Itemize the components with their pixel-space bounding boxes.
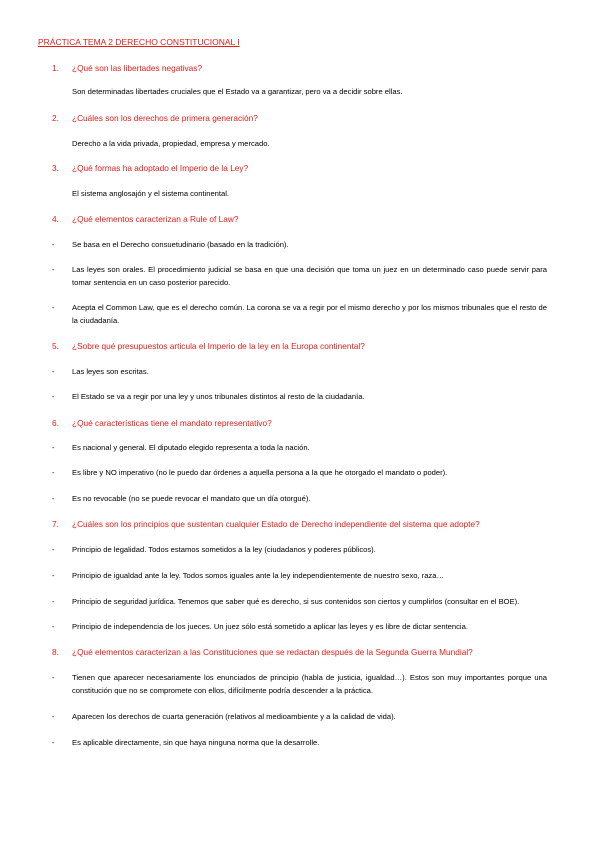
bullet-4-3: - Acepta el Common Law, que es el derecho común. La corona se va a regir por el mismo derecho y por los mismos tribunales que el resto de la ciudadanía. xyxy=(52,302,547,327)
bullet-text: Es aplicable directamente, sin que haya ninguna norma que la desarrolle. xyxy=(72,738,320,747)
question-3 xyxy=(52,163,248,173)
question-5 xyxy=(52,341,365,351)
bullet-4-1: - Se basa en el Derecho consuetudinario (basado en la tradición). xyxy=(52,239,547,252)
bullet-text: Tienen que aparecer necesariamente los enunciados de principio (habla de justicia, igualdad…). Estos son muy importantes porque una constitución que no se compromete con ellos, difícilmente podría descender a la práctica. xyxy=(72,673,547,695)
bullet-7-2: - Principio de igualdad ante la ley. Todos somos iguales ante la ley independientemente de nuestro sexo, raza… xyxy=(52,570,547,583)
bullet-text: Aparecen los derechos de cuarta generación (relativos al medioambiente y a la calidad de vida). xyxy=(72,712,396,721)
question-8 xyxy=(52,647,473,657)
question-7 xyxy=(52,519,480,529)
question-number: 3. xyxy=(52,163,59,173)
bullet-7-1: - Principio de legalidad. Todos estamos sometidos a la ley (ciudadanos y poderes públicos). xyxy=(52,544,547,557)
question-text: ¿Qué son las libertades negativas? xyxy=(72,63,203,73)
bullet-7-4: - Principio de independencia de los jueces. Un juez sólo está sometido a aplicar las leyes y es libre de dictar sentencia. xyxy=(52,621,547,634)
question-number: 7. xyxy=(52,519,59,529)
question-text: ¿Cuáles son los derechos de primera generación? xyxy=(72,113,258,123)
answer-3: El sistema anglosajón y el sistema continental. xyxy=(72,189,230,198)
question-number: 5. xyxy=(52,341,59,351)
question-number: 4. xyxy=(52,214,59,224)
question-number: 8. xyxy=(52,647,59,657)
bullet-text: Las leyes son orales. El procedimiento judicial se basa en que una decisión que toma un juez en un determinado caso puede servir para tomar sentencia en un caso posterior parecido. xyxy=(72,265,547,287)
bullet-text: Es libre y NO imperativo (no le puedo dar órdenes a aquella persona a la que he otorgado el mandato o poder). xyxy=(72,468,448,477)
bullet-6-3: - Es no revocable (no se puede revocar el mandato que un día otorgué). xyxy=(52,493,547,506)
question-text: ¿Cuáles son los principios que sustentan cualquier Estado de Derecho independiente del sistema que adopte? xyxy=(72,519,480,529)
bullet-8-1: - Tienen que aparecer necesariamente los enunciados de principio (habla de justicia, igualdad…). Estos son muy importantes porque una constitución que no se compromete con ellos, difícilmente podría descender a la práctica. xyxy=(52,672,547,697)
bullet-4-2: - Las leyes son orales. El procedimiento judicial se basa en que una decisión que toma un juez en un determinado caso puede servir para tomar sentencia en un caso posterior parecido. xyxy=(52,264,547,289)
bullet-text: Es no revocable (no se puede revocar el mandato que un día otorgué). xyxy=(72,494,311,503)
bullet-text: Principio de seguridad jurídica. Tenemos que saber qué es derecho, si sus contenidos son ciertos y cumplirlos (consultar en el BOE). xyxy=(72,597,520,606)
bullet-6-2: - Es libre y NO imperativo (no le puedo dar órdenes a aquella persona a la que he otorgado el mandato o poder). xyxy=(52,467,547,480)
bullet-6-1: - Es nacional y general. El diputado elegido representa a toda la nación. xyxy=(52,442,547,455)
question-6 xyxy=(52,418,272,428)
question-text: ¿Qué formas ha adoptado el Imperio de la Ley? xyxy=(72,163,249,173)
bullet-text: El Estado se va a regir por una ley y unos tribunales distintos al resto de la ciudadanía. xyxy=(72,392,365,401)
question-text: ¿Sobre qué presupuestos articula el Imperio de la ley en la Europa continental? xyxy=(72,341,365,351)
bullet-text: Las leyes son escritas. xyxy=(72,367,149,376)
question-number: 1. xyxy=(52,63,59,73)
document-title: PRÁCTICA TEMA 2 DERECHO CONSTITUCIONAL I xyxy=(38,37,240,47)
answer-2: Derecho a la vida privada, propiedad, empresa y mercado. xyxy=(72,139,270,148)
question-number: 6. xyxy=(52,418,59,428)
question-text: ¿Qué elementos caracterizan a las Constituciones que se redactan después de la Segunda Guerra Mundial? xyxy=(72,647,473,657)
bullet-text: Principio de legalidad. Todos estamos sometidos a la ley (ciudadanos y poderes públicos). xyxy=(72,545,376,554)
bullet-5-1: - Las leyes son escritas. xyxy=(52,366,547,379)
question-number: 2. xyxy=(52,113,59,123)
question-text: ¿Qué elementos caracterizan a Rule of Law? xyxy=(72,214,239,224)
question-2 xyxy=(52,113,258,123)
question-4 xyxy=(52,214,239,224)
bullet-text: Acepta el Common Law, que es el derecho común. La corona se va a regir por el mismo derecho y por los mismos tribunales que el resto de la ciudadanía. xyxy=(72,303,547,325)
bullet-8-3: - Es aplicable directamente, sin que haya ninguna norma que la desarrolle. xyxy=(52,737,547,750)
question-1 xyxy=(52,63,202,73)
bullet-text: Se basa en el Derecho consuetudinario (basado en la tradición). xyxy=(72,240,289,249)
bullet-5-2: - El Estado se va a regir por una ley y unos tribunales distintos al resto de la ciudadanía. xyxy=(52,391,547,404)
answer-1: Son determinadas libertades cruciales que el Estado va a garantizar, pero va a decidir sobre ellas. xyxy=(72,87,403,96)
bullet-text: Principio de independencia de los jueces. Un juez sólo está sometido a aplicar las leyes y es libre de dictar sentencia. xyxy=(72,622,468,631)
bullet-text: Es nacional y general. El diputado elegido representa a toda la nación. xyxy=(72,443,310,452)
bullet-8-2: - Aparecen los derechos de cuarta generación (relativos al medioambiente y a la calidad de vida). xyxy=(52,711,547,724)
question-text: ¿Qué características tiene el mandato representativo? xyxy=(72,418,272,428)
bullet-text: Principio de igualdad ante la ley. Todos somos iguales ante la ley independientemente de nuestro sexo, raza… xyxy=(72,571,445,580)
bullet-7-3: - Principio de seguridad jurídica. Tenemos que saber qué es derecho, si sus contenidos son ciertos y cumplirlos (consultar en el BOE). xyxy=(52,596,547,609)
